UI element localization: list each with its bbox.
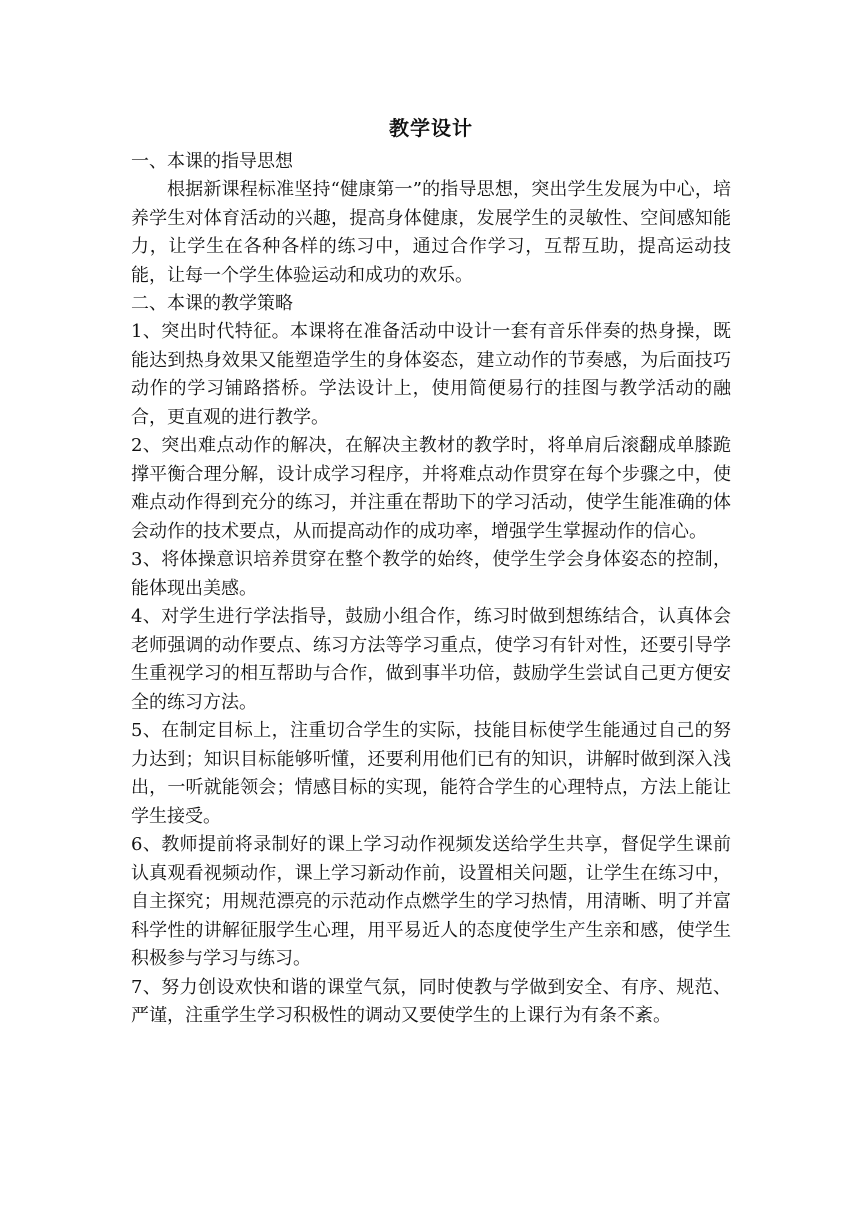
document-title: 教学设计 [389, 116, 473, 140]
strategy-item-2: 2、突出难点动作的解决，在解决主教材的教学时，将单肩后滚翻成单膝跪撑平衡合理分解，设计成学习程序，并将难点动作贯穿在每个步骤之中，使难点动作得到充分的练习，并注重在帮助下的学习活动，使学生能准确的体会动作的技术要点，从而提高动作的成功率，增强学生掌握动作的信心。 [131, 435, 731, 542]
strategy-item-5: 5、在制定目标上，注重切合学生的实际，技能目标使学生能通过自己的努力达到；知识目标能够听懂，还要利用他们已有的知识，讲解时做到深入浅出，一听就能领会；情感目标的实现，能符合学生的心理特点，方法上能让学生接受。 [131, 720, 731, 827]
section-heading-teaching-strategy: 二、本课的教学策略 [131, 293, 293, 314]
strategy-item-4: 4、对学生进行学法指导，鼓励小组合作，练习时做到想练结合，认真体会老师强调的动作要点、练习方法等学习重点，使学习有针对性，还要引导学生重视学习的相互帮助与合作，做到事半功倍，鼓励学生尝试自己更方便安全的练习方法。 [131, 606, 731, 713]
document-page [131, 112, 731, 1031]
strategy-item-3: 3、将体操意识培养贯穿在整个教学的始终，使学生学会身体姿态的控制，能体现出美感。 [131, 549, 731, 599]
guiding-thought-paragraph: 根据新课程标准坚持“健康第一”的指导思想，突出学生发展为中心，培养学生对体育活动的兴趣，提高身体健康，发展学生的灵敏性、空间感知能力，让学生在各种各样的练习中，通过合作学习，互帮互助，提高运动技能，让每一个学生体验运动和成功的欢乐。 [131, 179, 731, 286]
section-heading-guiding-thought: 一、本课的指导思想 [131, 151, 293, 172]
strategy-item-6: 6、教师提前将录制好的课上学习动作视频发送给学生共享，督促学生课前认真观看视频动作，课上学习新动作前，设置相关问题，让学生在练习中，自主探究；用规范漂亮的示范动作点燃学生的学习热情，用清晰、明了并富科学性的讲解征服学生心理，用平易近人的态度使学生产生亲和感，使学生积极参与学习与练习。 [131, 834, 731, 969]
strategy-item-7: 7、努力创设欢快和谐的课堂气氛，同时使教与学做到安全、有序、规范、严谨，注重学生学习积极性的调动又要使学生的上课行为有条不紊。 [131, 976, 731, 1026]
strategy-item-1: 1、突出时代特征。本课将在准备活动中设计一套有音乐伴奏的热身操，既能达到热身效果又能塑造学生的身体姿态，建立动作的节奏感，为后面技巧动作的学习铺路搭桥。学法设计上，使用简便易行的挂图与教学活动的融合，更直观的进行教学。 [131, 321, 731, 428]
